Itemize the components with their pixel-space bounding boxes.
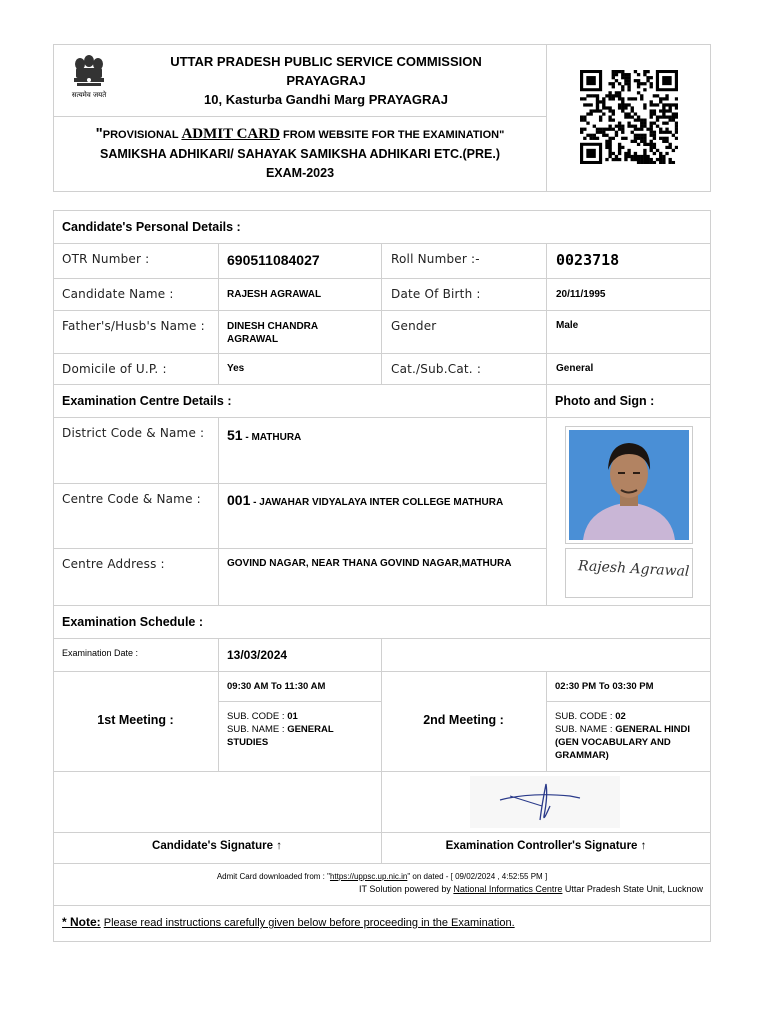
controller-signature-image	[470, 776, 620, 828]
personal-details-title: Candidate's Personal Details :	[62, 220, 241, 234]
father-value: DINESH CHANDRA AGRAWAL	[227, 321, 319, 345]
candidate-photo	[565, 426, 693, 544]
otr-label: OTR Number :	[62, 252, 150, 266]
commission-address: 10, Kasturba Gandhi Marg PRAYAGRAJ	[204, 92, 448, 107]
gender-value: Male	[556, 320, 579, 331]
domicile-value: Yes	[227, 363, 245, 374]
name-value: RAJESH AGRAWAL	[227, 289, 322, 300]
photo-sign-title: Photo and Sign :	[555, 394, 655, 408]
otr-value: 690511084027	[227, 252, 320, 268]
download-link[interactable]: https://uppsc.up.nic.in	[329, 872, 408, 881]
address-label: Centre Address :	[62, 557, 165, 571]
commission-city: PRAYAGRAJ	[286, 73, 366, 88]
centre-value: 001 - JAWAHAR VIDYALAYA INTER COLLEGE MATHURA	[227, 492, 504, 508]
exam-date-label: Examination Date :	[62, 648, 139, 658]
roll-label: Roll Number :-	[391, 252, 480, 266]
controller-signature-label: Examination Controller's Signature ↑	[445, 840, 647, 852]
exam-date-value: 13/03/2024	[227, 648, 288, 662]
schedule-title: Examination Schedule :	[62, 615, 204, 629]
candidate-signature-image: Rajesh Agrawal	[565, 548, 693, 598]
address-value: GOVIND NAGAR, NEAR THANA GOVIND NAGAR,MATHURA	[227, 558, 512, 569]
centre-label: Centre Code & Name :	[62, 492, 201, 506]
gender-label: Gender	[391, 319, 437, 333]
exam-year: EXAM-2023	[265, 166, 335, 180]
meeting2-time: 02:30 PM To 03:30 PM	[555, 681, 654, 692]
it-solution-info: IT Solution powered by National Informatics Centre Uttar Pradesh State Unit, Lucknow	[358, 884, 703, 894]
name-label: Candidate Name :	[62, 287, 174, 301]
admit-card-heading: "PROVISIONAL ADMIT CARD FROM WEBSITE FOR THE EXAMINATION"	[95, 125, 505, 142]
district-label: District Code & Name :	[62, 426, 205, 440]
meeting2-subject: SUB. CODE : 02 SUB. NAME : GENERAL HINDI (GEN VOCABULARY AND GRAMMAR)	[555, 711, 690, 761]
meeting1-time: 09:30 AM To 11:30 AM	[227, 681, 326, 692]
centre-details-title: Examination Centre Details :	[62, 394, 232, 408]
district-value: 51 - MATHURA	[227, 427, 302, 443]
dob-label: Date Of Birth :	[391, 287, 481, 301]
candidate-signature-label: Candidate's Signature ↑	[152, 840, 282, 852]
note: * Note: Please read instructions carefully given below before proceeding in the Examination.	[62, 915, 515, 929]
exam-name: SAMIKSHA ADHIKARI/ SAHAYAK SAMIKSHA ADHIKARI ETC.(PRE.)	[99, 147, 501, 161]
roll-value: 0023718	[556, 251, 620, 269]
father-label: Father's/Husb's Name :	[62, 319, 205, 333]
emblem-caption: सत्यमेव जयते	[71, 91, 107, 99]
domicile-label: Domicile of U.P. :	[62, 362, 167, 376]
commission-title: UTTAR PRADESH PUBLIC SERVICE COMMISSION	[170, 54, 482, 69]
category-value: General	[556, 363, 594, 374]
meeting2-label: 2nd Meeting :	[423, 713, 504, 727]
meeting1-label: 1st Meeting :	[97, 713, 174, 727]
qr-code	[580, 70, 678, 164]
dob-value: 20/11/1995	[556, 289, 606, 300]
download-info: Admit Card downloaded from : "https://uppsc.up.nic.in" on dated - [ 09/02/2024 , 4:52:55 PM ]	[216, 872, 548, 881]
meeting1-subject: SUB. CODE : 01 SUB. NAME : GENERAL STUDIES	[227, 711, 334, 748]
category-label: Cat./Sub.Cat. :	[391, 362, 482, 376]
